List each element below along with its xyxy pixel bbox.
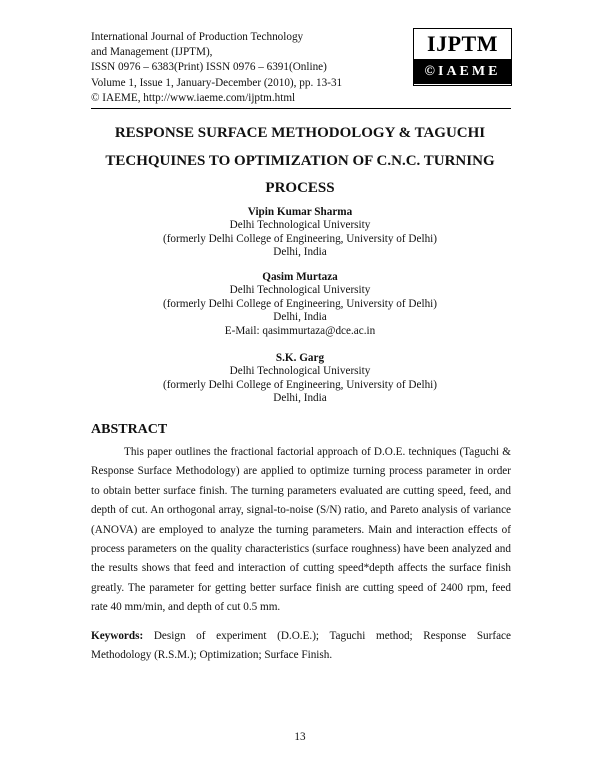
author-block — [100, 271, 500, 338]
author-block — [100, 352, 500, 406]
author-location: Delhi, India — [273, 311, 327, 324]
keywords-label: Keywords: — [91, 630, 144, 642]
journal-line: ISSN 0976 – 6383(Print) ISSN 0976 – 6391(Online) — [91, 61, 327, 74]
journal-line: Volume 1, Issue 1, January-December (2010), pp. 13-31 — [91, 76, 343, 89]
keywords-text: Design of experiment (D.O.E.); Taguchi method; Response Surface Methodology (R.S.M.); Optimization; Surface Finish. — [91, 630, 511, 662]
header-divider — [91, 108, 511, 109]
abstract-body: This paper outlines the fractional factorial approach of D.O.E. techniques (Taguchi & Response Surface Methodology) are applied to optimize turning process parameter in order to obtain better surface finish. The turning parameters evaluated are cutting speed, feed, and depth of cut. An orthogonal array, signal-to-noise (S/N) ratio, and Pareto analysis of variance (ANOVA) are employed to analyze the turning parameters. Main and interaction effects of process parameters on the quality characteristics (surface roughness) have been analyzed and the results shows that feed and interaction of cutting speed*depth affects the surface finish greatly. The parameter for getting better surface finish are cutting speed of 2400 rpm, feed rate 40 mm/min, and depth of cut 0.5 mm. — [91, 446, 511, 614]
author-former-affiliation: (formerly Delhi College of Engineering, University of Delhi) — [162, 297, 438, 310]
author-name: Qasim Murtaza — [262, 271, 338, 283]
author-former-affiliation: (formerly Delhi College of Engineering, University of Delhi) — [162, 378, 438, 391]
keywords-paragraph — [91, 627, 511, 666]
author-email: E-Mail: qasimmurtaza@dce.ac.in — [224, 324, 376, 337]
logo-acronym: IJPTM — [414, 29, 511, 59]
journal-logo — [413, 28, 512, 86]
title-line: TECHQUINES TO OPTIMIZATION OF C.N.C. TURNING — [105, 152, 495, 169]
author-location: Delhi, India — [273, 392, 327, 405]
author-block — [100, 206, 500, 260]
author-name: S.K. Garg — [275, 352, 325, 364]
author-affiliation: Delhi Technological University — [229, 219, 371, 232]
title-line: PROCESS — [265, 180, 335, 196]
page-number: 13 — [294, 731, 306, 743]
journal-header — [91, 30, 342, 106]
paper-title — [80, 120, 520, 203]
abstract-heading: ABSTRACT — [91, 422, 168, 437]
author-affiliation: Delhi Technological University — [229, 284, 371, 297]
journal-line: and Management (IJPTM), — [91, 46, 213, 59]
journal-line: © IAEME, http://www.iaeme.com/ijptm.html — [91, 91, 296, 104]
title-line: RESPONSE SURFACE METHODOLOGY & TAGUCHI — [114, 125, 486, 141]
author-location: Delhi, India — [273, 246, 327, 259]
logo-publisher: ©IAEME — [414, 59, 511, 84]
author-former-affiliation: (formerly Delhi College of Engineering, University of Delhi) — [162, 232, 438, 245]
author-affiliation: Delhi Technological University — [229, 365, 371, 378]
author-name: Vipin Kumar Sharma — [247, 206, 353, 218]
journal-line: International Journal of Production Technology — [91, 31, 304, 43]
